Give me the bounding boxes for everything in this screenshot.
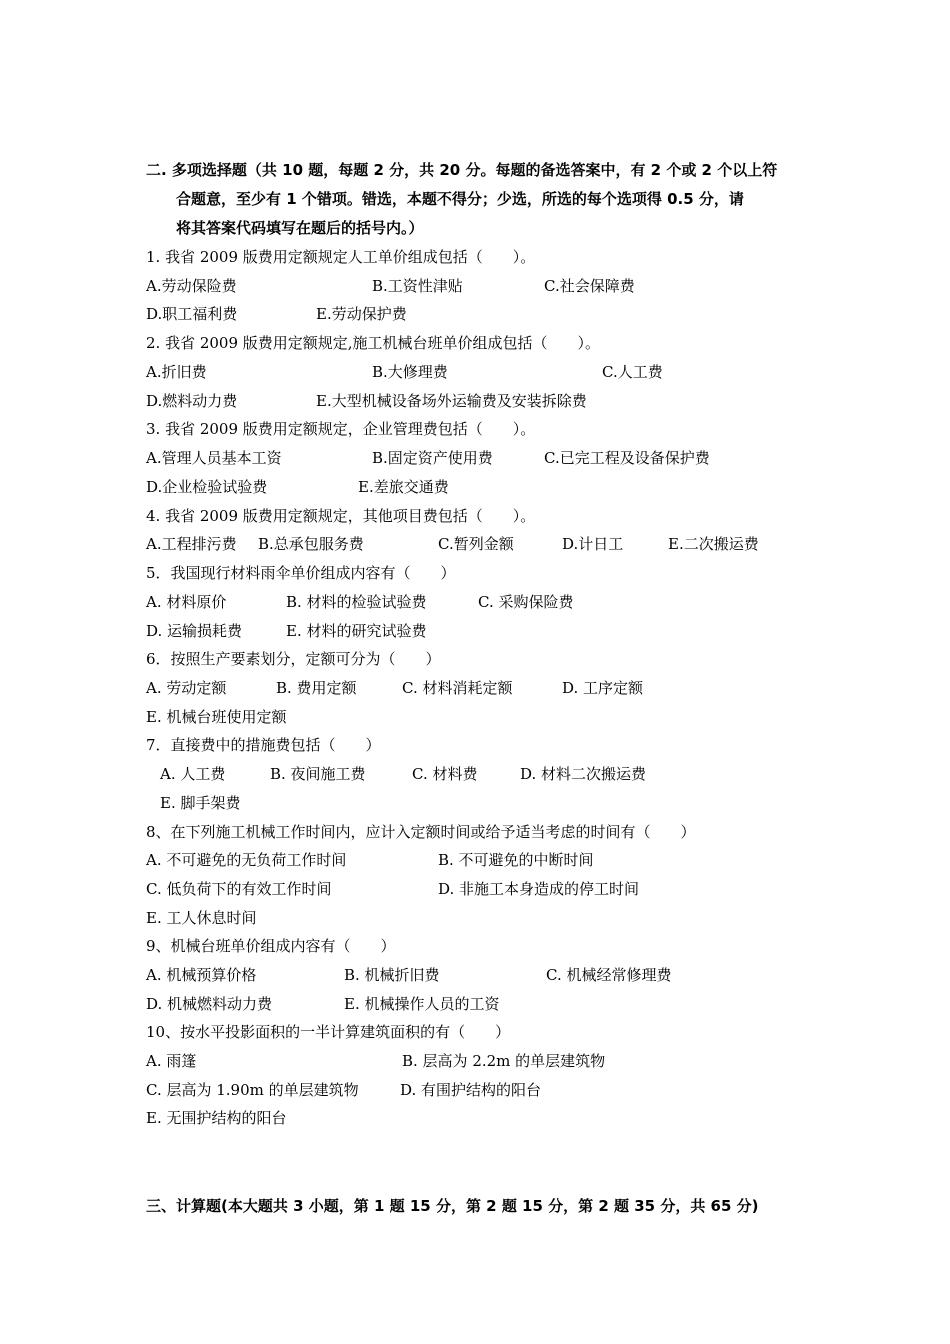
option-b: B.固定资产使用费	[372, 449, 493, 467]
option-a: A. 不可避免的无负荷工作时间	[146, 851, 347, 869]
option-d: D. 非施工本身造成的停工时间	[438, 880, 640, 898]
option-c: C. 采购保险费	[478, 593, 574, 611]
option-d: D. 工序定额	[562, 679, 644, 697]
option-d: D. 材料二次搬运费	[520, 765, 647, 783]
option-d: D. 运输损耗费	[146, 622, 243, 640]
section-heading-line-2: 合题意，至少有 1 个错项。错选，本题不得分；少选，所选的每个选项得 0.5 分，请	[176, 190, 744, 208]
option-b: B.总承包服务费	[258, 535, 364, 553]
section-3-heading: 三、计算题(本大题共 3 小题，第 1 题 15 分，第 2 题 15 分，第 2 题 35 分，共 65 分)	[146, 1197, 759, 1215]
option-c: C.社会保障费	[544, 277, 635, 295]
option-d: D.职工福利费	[146, 305, 238, 323]
question-9-stem: 9、机械台班单价组成内容有（ ）	[146, 937, 396, 955]
option-e: E. 机械操作人员的工资	[344, 995, 500, 1013]
option-d: D.企业检验试验费	[146, 478, 268, 496]
option-c: C. 材料消耗定额	[402, 679, 513, 697]
option-a: A. 材料原价	[146, 593, 227, 611]
question-3-stem: 3. 我省 2009 版费用定额规定，企业管理费包括（ ）。	[146, 420, 536, 438]
option-e: E.劳动保护费	[316, 305, 407, 323]
option-a: A.管理人员基本工资	[146, 449, 282, 467]
option-e: E.二次搬运费	[668, 535, 759, 553]
question-1-stem: 1. 我省 2009 版费用定额规定人工单价组成包括（ ）。	[146, 248, 536, 266]
option-c: C.人工费	[602, 363, 663, 381]
option-c: C. 机械经常修理费	[546, 966, 672, 984]
option-a: A.劳动保险费	[146, 277, 237, 295]
question-2-stem: 2. 我省 2009 版费用定额规定,施工机械台班单价组成包括（ ）。	[146, 334, 601, 352]
question-6-stem: 6．按照生产要素划分，定额可分为（ ）	[146, 650, 441, 668]
option-c: C. 材料费	[412, 765, 478, 783]
question-5-stem: 5．我国现行材料雨伞单价组成内容有（ ）	[146, 564, 456, 582]
option-d: D.燃料动力费	[146, 392, 238, 410]
option-a: A. 劳动定额	[146, 679, 227, 697]
option-d: D. 机械燃料动力费	[146, 995, 273, 1013]
option-a: A. 雨篷	[146, 1052, 197, 1070]
question-7-stem: 7．直接费中的措施费包括（ ）	[146, 736, 381, 754]
question-4-stem: 4. 我省 2009 版费用定额规定，其他项目费包括（ ）。	[146, 507, 536, 525]
section-heading-line-3: 将其答案代码填写在题后的括号内。）	[176, 219, 424, 237]
option-a: A.工程排污费	[146, 535, 237, 553]
option-e: E.差旅交通费	[358, 478, 449, 496]
option-e: E. 材料的研究试验费	[286, 622, 427, 640]
question-8-stem: 8、在下列施工机械工作时间内，应计入定额时间或给予适当考虑的时间有（ ）	[146, 823, 696, 841]
option-b: B. 机械折旧费	[344, 966, 440, 984]
option-b: B. 夜间施工费	[270, 765, 366, 783]
question-8-option-e: E. 工人休息时间	[146, 909, 257, 927]
question-7-option-e: E. 脚手架费	[160, 794, 241, 812]
question-10-option-e: E. 无围护结构的阳台	[146, 1109, 287, 1127]
question-10-stem: 10、按水平投影面积的一半计算建筑面积的有（ ）	[146, 1023, 511, 1041]
option-c: C.暂列金额	[438, 535, 514, 553]
question-6-option-e: E. 机械台班使用定额	[146, 708, 287, 726]
option-e: E.大型机械设备场外运输费及安装拆除费	[316, 392, 587, 410]
option-a: A.折旧费	[146, 363, 207, 381]
option-b: B. 不可避免的中断时间	[438, 851, 594, 869]
option-b: B.大修理费	[372, 363, 448, 381]
option-a: A. 机械预算价格	[146, 966, 257, 984]
option-b: B.工资性津贴	[372, 277, 463, 295]
option-d: D.计日工	[562, 535, 624, 553]
option-c: C. 低负荷下的有效工作时间	[146, 880, 332, 898]
option-c: C. 层高为 1.90m 的单层建筑物	[146, 1081, 359, 1099]
option-b: B. 材料的检验试验费	[286, 593, 427, 611]
option-c: C.已完工程及设备保护费	[544, 449, 710, 467]
option-a: A. 人工费	[160, 765, 226, 783]
option-b: B. 费用定额	[276, 679, 357, 697]
section-heading-line-1: 二. 多项选择题（共 10 题，每题 2 分，共 20 分。每题的备选答案中，有 2 个或 2 个以上符	[146, 161, 778, 179]
option-b: B. 层高为 2.2m 的单层建筑物	[402, 1052, 606, 1070]
option-d: D. 有围护结构的阳台	[400, 1081, 542, 1099]
